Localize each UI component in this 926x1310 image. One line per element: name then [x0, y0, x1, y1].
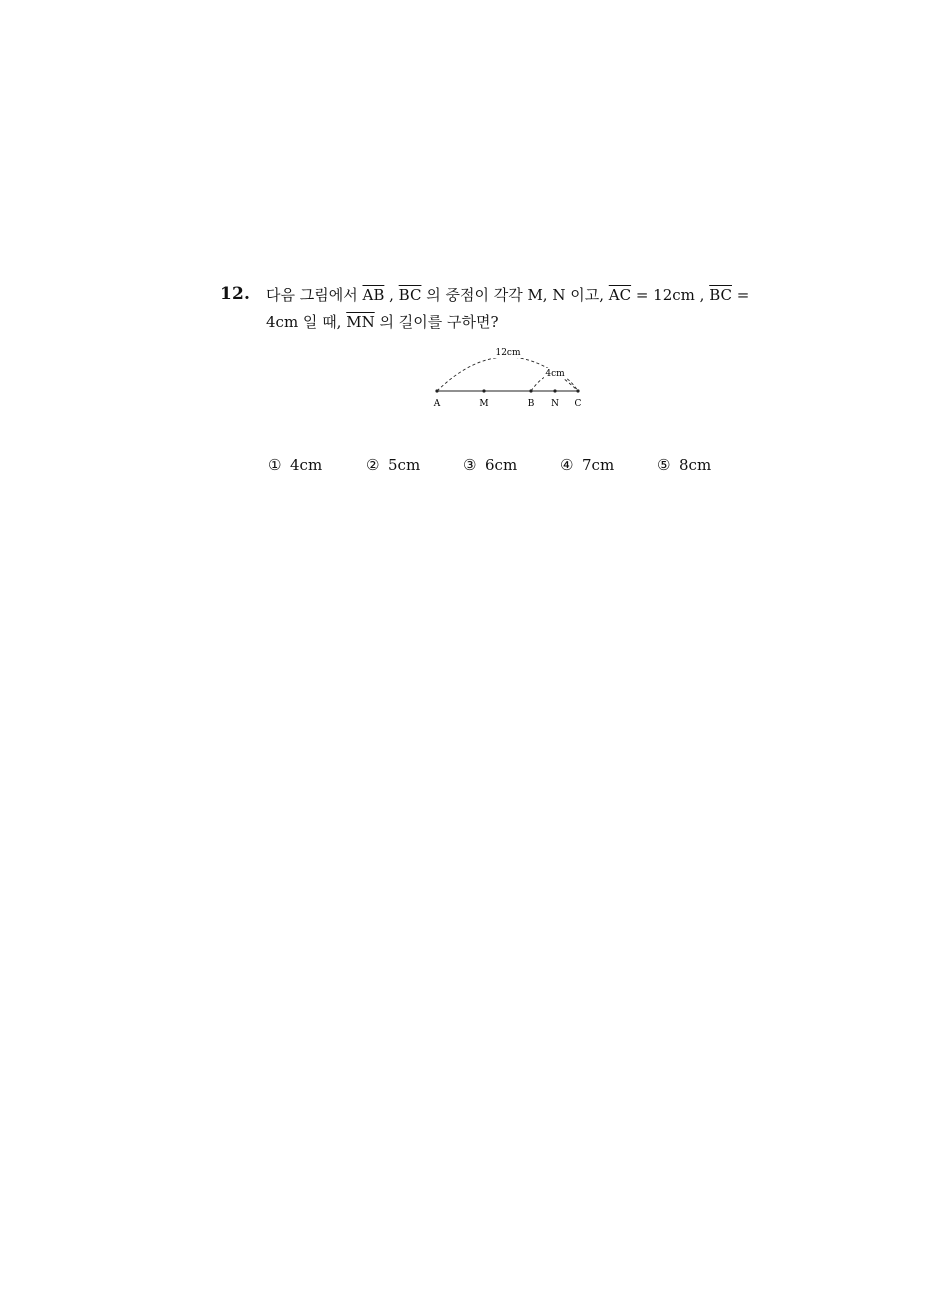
point-label-a: A [433, 399, 441, 409]
segment-mn: $\overline{MN}$ [346, 313, 375, 331]
question-line-1 [266, 284, 766, 306]
segment-bc: $\overline{BC}$ [398, 286, 422, 304]
arc-small-label: 4cm [545, 369, 565, 379]
choice-1[interactable] [268, 456, 322, 474]
segment-bc: $\overline{BC}$ [709, 286, 732, 304]
choice-text: 8cm [679, 456, 712, 474]
question-text: 의 길이를 구하면? [374, 313, 499, 331]
point-b [529, 389, 532, 392]
segment-ac: $\overline{AC}$ [608, 286, 632, 304]
choice-number: ② [366, 456, 380, 474]
point-a [435, 389, 438, 392]
point-label-n: N [551, 399, 559, 409]
question-text: 의 중점이 각각 M, N 이고, [421, 286, 609, 304]
point-label-m: M [479, 399, 489, 409]
point-label-b: B [527, 399, 535, 409]
choice-text: 7cm [582, 456, 615, 474]
problem-number: 12. [220, 284, 251, 304]
choice-number: ⑤ [657, 456, 671, 474]
choice-number: ① [268, 456, 282, 474]
choice-3[interactable] [463, 456, 517, 474]
question-text: = 12cm , [631, 286, 710, 304]
choice-text: 4cm [290, 456, 323, 474]
point-c [576, 389, 579, 392]
question-text: 다음 그림에서 [266, 286, 363, 304]
point-n [553, 389, 556, 392]
point-label-c: C [574, 399, 582, 409]
choice-number: ④ [560, 456, 574, 474]
choice-text: 5cm [388, 456, 421, 474]
question-text: = [731, 286, 750, 304]
arc-large-label: 12cm [495, 348, 521, 358]
choice-5[interactable] [657, 456, 711, 474]
choice-4[interactable] [560, 456, 614, 474]
question-text: , [384, 286, 399, 304]
answer-choices [268, 456, 728, 478]
question-line-2 [266, 311, 766, 333]
choice-text: 6cm [485, 456, 518, 474]
question-text: 4cm 일 때, [266, 313, 347, 331]
choice-number: ③ [463, 456, 477, 474]
segment-ab: $\overline{AB}$ [362, 286, 385, 304]
choice-2[interactable] [366, 456, 420, 474]
segment-diagram [420, 340, 600, 416]
point-m [482, 389, 485, 392]
